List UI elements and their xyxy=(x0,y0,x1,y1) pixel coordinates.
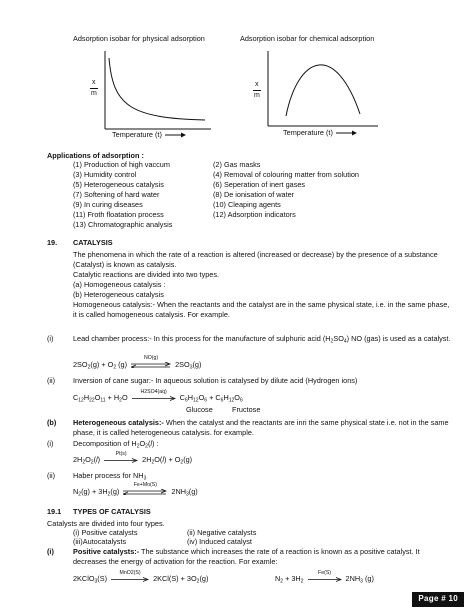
lead-chamber-equation: $2SO_2(g) + O_2$ (g) NO(g) $2SO_3(g)$ xyxy=(73,355,202,371)
catalyst-arrow: NO(g) xyxy=(131,362,171,368)
catalyst-types-intro: Catalysts are divided into four types. xyxy=(47,519,165,528)
catalyst-type-item: (i) Positive catalysts xyxy=(73,528,138,537)
positive-catalyst-number: (i) xyxy=(47,547,54,556)
physical-graph-title: Adsorption isobar for physical adsorption xyxy=(73,34,205,43)
application-item: (11) Froth floatation process xyxy=(73,210,164,219)
section-19-number: 19. xyxy=(47,238,58,247)
applications-left-list xyxy=(73,160,172,230)
application-item: (2) Gas masks xyxy=(213,160,261,169)
hetero-ii-number: (ii) xyxy=(47,471,56,480)
physical-ylabel-m: m xyxy=(91,90,97,97)
cane-sugar-number: (ii) xyxy=(47,376,56,385)
catalyst-type-item: (iv) Induced catalyst xyxy=(187,537,252,546)
application-item: (5) Heterogeneous catalysis xyxy=(73,180,164,189)
chemical-isobar-graph xyxy=(240,46,380,141)
hetero-definition: Heterogeneous catalysis:- When the catalyst and the reactants are inri the same physical state i.e. not in the same phase, it is called heterogeneous catalysis. for example. xyxy=(73,418,449,437)
chemical-ylabel-x: x xyxy=(255,81,259,88)
homogeneous-definition: Homogeneous catalysis:- When the reactants and the catalyst are in the same physical state, i.e. in the same phase, it is called homogeneous catalysis. For example. xyxy=(73,300,450,319)
hetero-number: (b) xyxy=(47,418,57,427)
applications-heading: Applications of adsorption : xyxy=(47,151,144,160)
heterogeneous-item: (b) Heterogeneous catalysis xyxy=(73,290,164,299)
application-item: (1) Production of high vaccum xyxy=(73,160,170,169)
chemical-graph-title: Adsorption isobar for chemical adsorption xyxy=(240,34,375,43)
lead-chamber-text: Lead chamber process:- In this process for the manufacture of sulphuric acid $(H_2SO_4)$ NO (gas) is used as a catalyst. xyxy=(73,334,451,345)
application-item: (13) Chromatographic analysis xyxy=(73,220,173,229)
lead-chamber-number: (i) xyxy=(47,334,54,343)
physical-xlabel: Temperature (t) xyxy=(112,130,188,140)
catalyst-arrow: H2SO4(aq) xyxy=(132,396,176,401)
ammonia-equation: $N_2 + 3H_2$ Fe(S) $2NH_3$ (g) xyxy=(275,569,374,585)
page-number-badge: Page # 10 xyxy=(412,592,464,607)
application-item: (12) Adsorption indicators xyxy=(213,210,296,219)
chemical-ylabel-m: m xyxy=(254,92,260,99)
catalysis-definition: The phenomena in which the rate of a reaction is altered (increased or decrease) by the presence of a substance (Catalyst) is known as catalysis. xyxy=(73,250,438,269)
section-19-1-title: TYPES OF CATALYSIS xyxy=(73,507,151,516)
catalyst-arrow: Fe(S) xyxy=(308,577,342,582)
application-item: (10) Cleaping agents xyxy=(213,200,281,209)
application-item: (6) Seperation of inert gases xyxy=(213,180,306,189)
application-item: (9) In curing diseases xyxy=(73,200,143,209)
application-item: (3) Humidity control xyxy=(73,170,137,179)
catalyst-arrow: MnO2(S) xyxy=(111,577,149,582)
section-19-title: CATALYSIS xyxy=(73,238,113,247)
homogeneous-item: (a) Homogeneous catalysis : xyxy=(73,280,166,289)
catalyst-arrow: Fe+Mo(S) xyxy=(123,489,167,495)
physical-isobar-curve xyxy=(109,58,205,120)
hetero-i-number: (i) xyxy=(47,439,54,448)
section-19-1-number: 19.1 xyxy=(47,507,62,516)
cane-sugar-text: Inversion of cane sugar:- In aqueous solution is catalysed by dilute acid (Hydrogen ions) xyxy=(73,376,358,385)
catalysis-types-intro: Catalytic reactions are divided into two types. xyxy=(73,270,220,279)
chlorate-equation: 2KClO$_3$(S) MnO2(S) $2KCl(S) + 3O_2(g)$ xyxy=(73,569,209,585)
peroxide-equation: $2H_2O_2(l)$ Pt(s) $2H_2O(l) + O_2(g)$ xyxy=(73,450,193,466)
application-item: (4) Removal of colouring matter from solution xyxy=(213,170,359,179)
haber-equation: $N_2(g) + 3H_2(g)$ Fe+Mo(S) $2NH_3(g)$ xyxy=(73,482,198,498)
catalyst-arrow: Pt(s) xyxy=(104,458,138,463)
glucose-label: Glucose xyxy=(186,405,213,414)
section-19-body xyxy=(73,250,453,320)
application-item: (8) De ionisation of water xyxy=(213,190,295,199)
application-item: (7) Softening of hard water xyxy=(73,190,160,199)
physical-ylabel-x: x xyxy=(92,79,96,86)
positive-catalyst-definition: Positive catalysts:- The substance which increases the rate of a reaction is known as a positive catalyst. It decreases the energy of activation for the reaction. For examle: xyxy=(73,547,420,566)
cane-sugar-equation: $C_{12}H_{22}O_{11} + H_2O$ H2SO4(aq) $C_6H_{12}O_6 + C_6H_{12}O_6$ xyxy=(73,388,243,404)
hetero-i-text: Decomposition of $H_2O_2(l)$ : xyxy=(73,439,159,450)
catalyst-type-item: (ii) Negative catalysts xyxy=(187,528,257,537)
hetero-ii-text: Haber process for $NH_3$ xyxy=(73,471,147,482)
catalyst-type-item: (iii)Autocatalysts xyxy=(73,537,127,546)
fructose-label: Fructose xyxy=(232,405,261,414)
applications-right-list xyxy=(213,160,359,220)
chemical-xlabel: Temperature (t) xyxy=(283,128,359,138)
chemical-isobar-curve xyxy=(286,65,360,116)
